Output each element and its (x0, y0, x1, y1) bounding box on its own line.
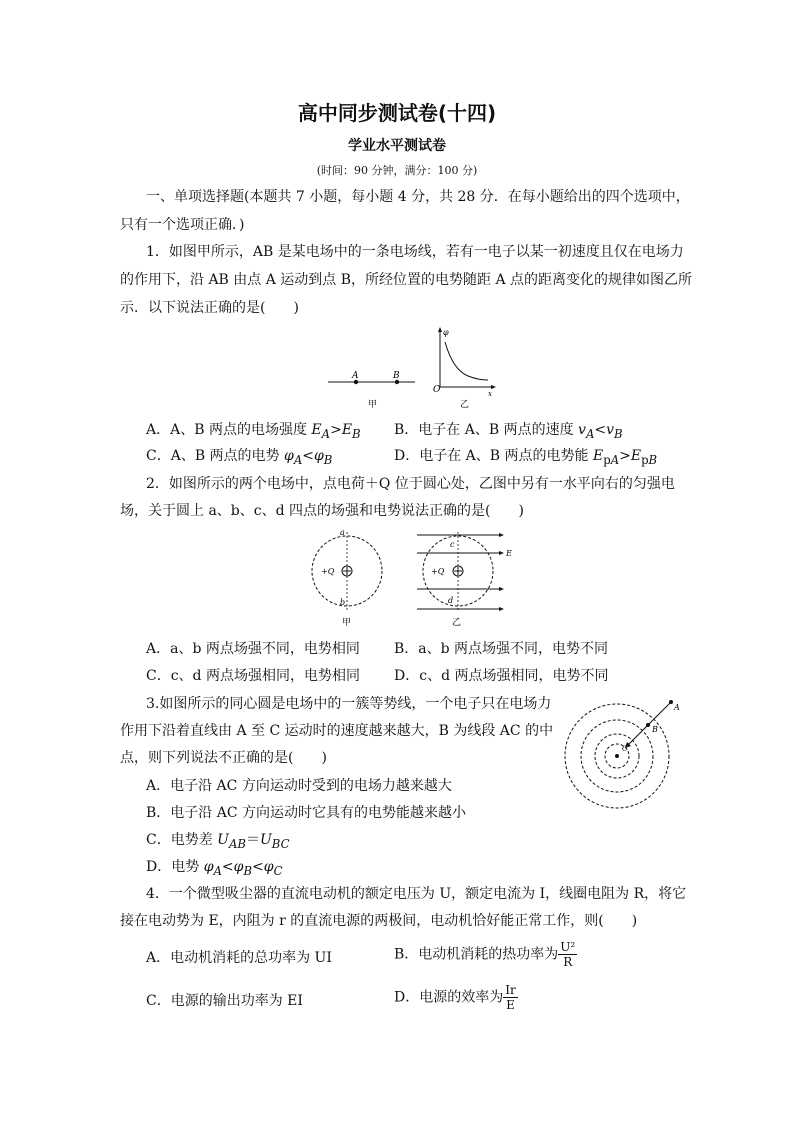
q2-q-label-left: +Q (321, 567, 335, 576)
q2-c-label: c (450, 540, 455, 549)
q1-figure (320, 325, 510, 415)
q1-line2: 的作用下，沿 AB 由点 A 运动到点 B，所经位置的电势随距 A 点的距离变化的规律如图乙所 (120, 272, 693, 288)
q4-option-b-text: B．电动机消耗的热功率为 (394, 946, 559, 963)
time-info: (时间：90 分钟，满分：100 分) (316, 164, 478, 177)
q2-option-a: A．a、b 两点场强不同，电势相同 (146, 641, 360, 657)
q3-option-a: A．电子沿 AC 方向运动时受到的电场力越来越大 (146, 778, 452, 794)
q2-figure (300, 527, 530, 632)
q4-line1: 4．一个微型吸尘器的直流电动机的额定电压为 U，额定电流为 I，线圈电阻为 R，将它 (146, 886, 687, 902)
q2-q-label-right: +Q (431, 567, 445, 576)
q2-d-label: d (448, 596, 454, 605)
q3-c-label: C (622, 745, 628, 753)
q3-a-label: A (674, 703, 680, 712)
q4-option-a: A．电动机消耗的总功率为 UI (146, 950, 332, 966)
page-title: 高中同步测试卷(十四) (297, 101, 497, 125)
page-subtitle: 学业水平测试卷 (348, 138, 446, 154)
q2-e-label: E (506, 549, 512, 558)
q1-option-d: D．电子在 A、B 两点的电势能 $E_{pA}>E_{pB}$ (394, 448, 658, 467)
q2-cap-left: 甲 (342, 618, 352, 628)
q4-option-d-text: D．电源的效率为 (394, 989, 504, 1006)
q4-line2: 接在电动势为 E，内阻为 r 的直流电源的两极间，电动机恰好能正常工作，则( ) (120, 913, 638, 929)
q1-line3: 示．以下说法正确的是( ) (120, 300, 299, 316)
q1-cap-right: 乙 (460, 400, 470, 410)
q2-option-c: C．c、d 两点场强相同，电势相同 (146, 668, 360, 684)
q1-axis-y-label: φ (443, 328, 449, 337)
section-intro-line1: 一、单项选择题(本题共 7 小题，每小题 4 分，共 28 分．在每小题给出的四个选项中， (146, 189, 690, 205)
q3-line1: 3.如图所示的同心圆是电场中的一簇等势线，一个电子只在电场力 (146, 696, 552, 712)
q2-option-d: D．c、d 两点场强相同，电势不同 (394, 668, 609, 684)
q4-option-c: C．电源的输出功率为 EI (146, 993, 303, 1009)
q1-cap-left: 甲 (368, 400, 378, 410)
q1-option-b: B．电子在 A、B 两点的速度 $v_A<v_B$ (394, 422, 623, 441)
q3-line3: 点，则下列说法不正确的是( ) (120, 750, 327, 766)
q2-cap-right: 乙 (452, 618, 462, 628)
q4-option-d-fraction: $\frac{Ir}{E}$ (505, 983, 516, 1012)
q2-line1: 2．如图所示的两个电场中，点电荷＋Q 位于圆心处，乙图中另有一水平向右的匀强电 (146, 476, 675, 492)
q4-option-b (394, 940, 577, 969)
q1-point-b-label: B (393, 371, 400, 381)
q3-option-b: B．电子沿 AC 方向运动时它具有的电势能越来越小 (146, 805, 467, 821)
q4-option-d (394, 983, 518, 1012)
q1-point-a-label: A (352, 371, 359, 381)
q1-axis-x-label: x (488, 390, 492, 398)
q4-option-b-fraction: $\frac{\text{U²}}{R}$ (560, 940, 576, 969)
q1-line1: 1．如图甲所示，AB 是某电场中的一条电场线，若有一电子以某一初速度且仅在电场力 (146, 244, 684, 260)
section-intro-line2: 只有一个选项正确．) (120, 217, 245, 233)
q2-b-label: b (340, 598, 346, 607)
q3-figure (560, 696, 685, 816)
q2-a-label: a (340, 528, 345, 537)
q3-option-d: D．电势 $\varphi_A<\varphi_B<\varphi_C$ (146, 859, 283, 878)
q2-line2: 场，关于圆上 a、b、c、d 四点的场强和电势说法正确的是( ) (120, 503, 524, 519)
q1-origin-label: O (433, 385, 441, 395)
q1-option-c: C．A、B 两点的电势 $\varphi_A<\varphi_B$ (146, 448, 333, 467)
q1-option-a: A．A、B 两点的电场强度 $E_A>E_B$ (146, 422, 361, 441)
q3-b-label: B (652, 725, 658, 734)
q2-option-b: B．a、b 两点场强不同，电势不同 (394, 641, 609, 657)
q3-line2: 作用下沿着直线由 A 至 C 运动时的速度越来越大，B 为线段 AC 的中 (120, 723, 554, 739)
q3-option-c: C．电势差 $U_{AB}=U_{BC}$ (146, 832, 290, 851)
